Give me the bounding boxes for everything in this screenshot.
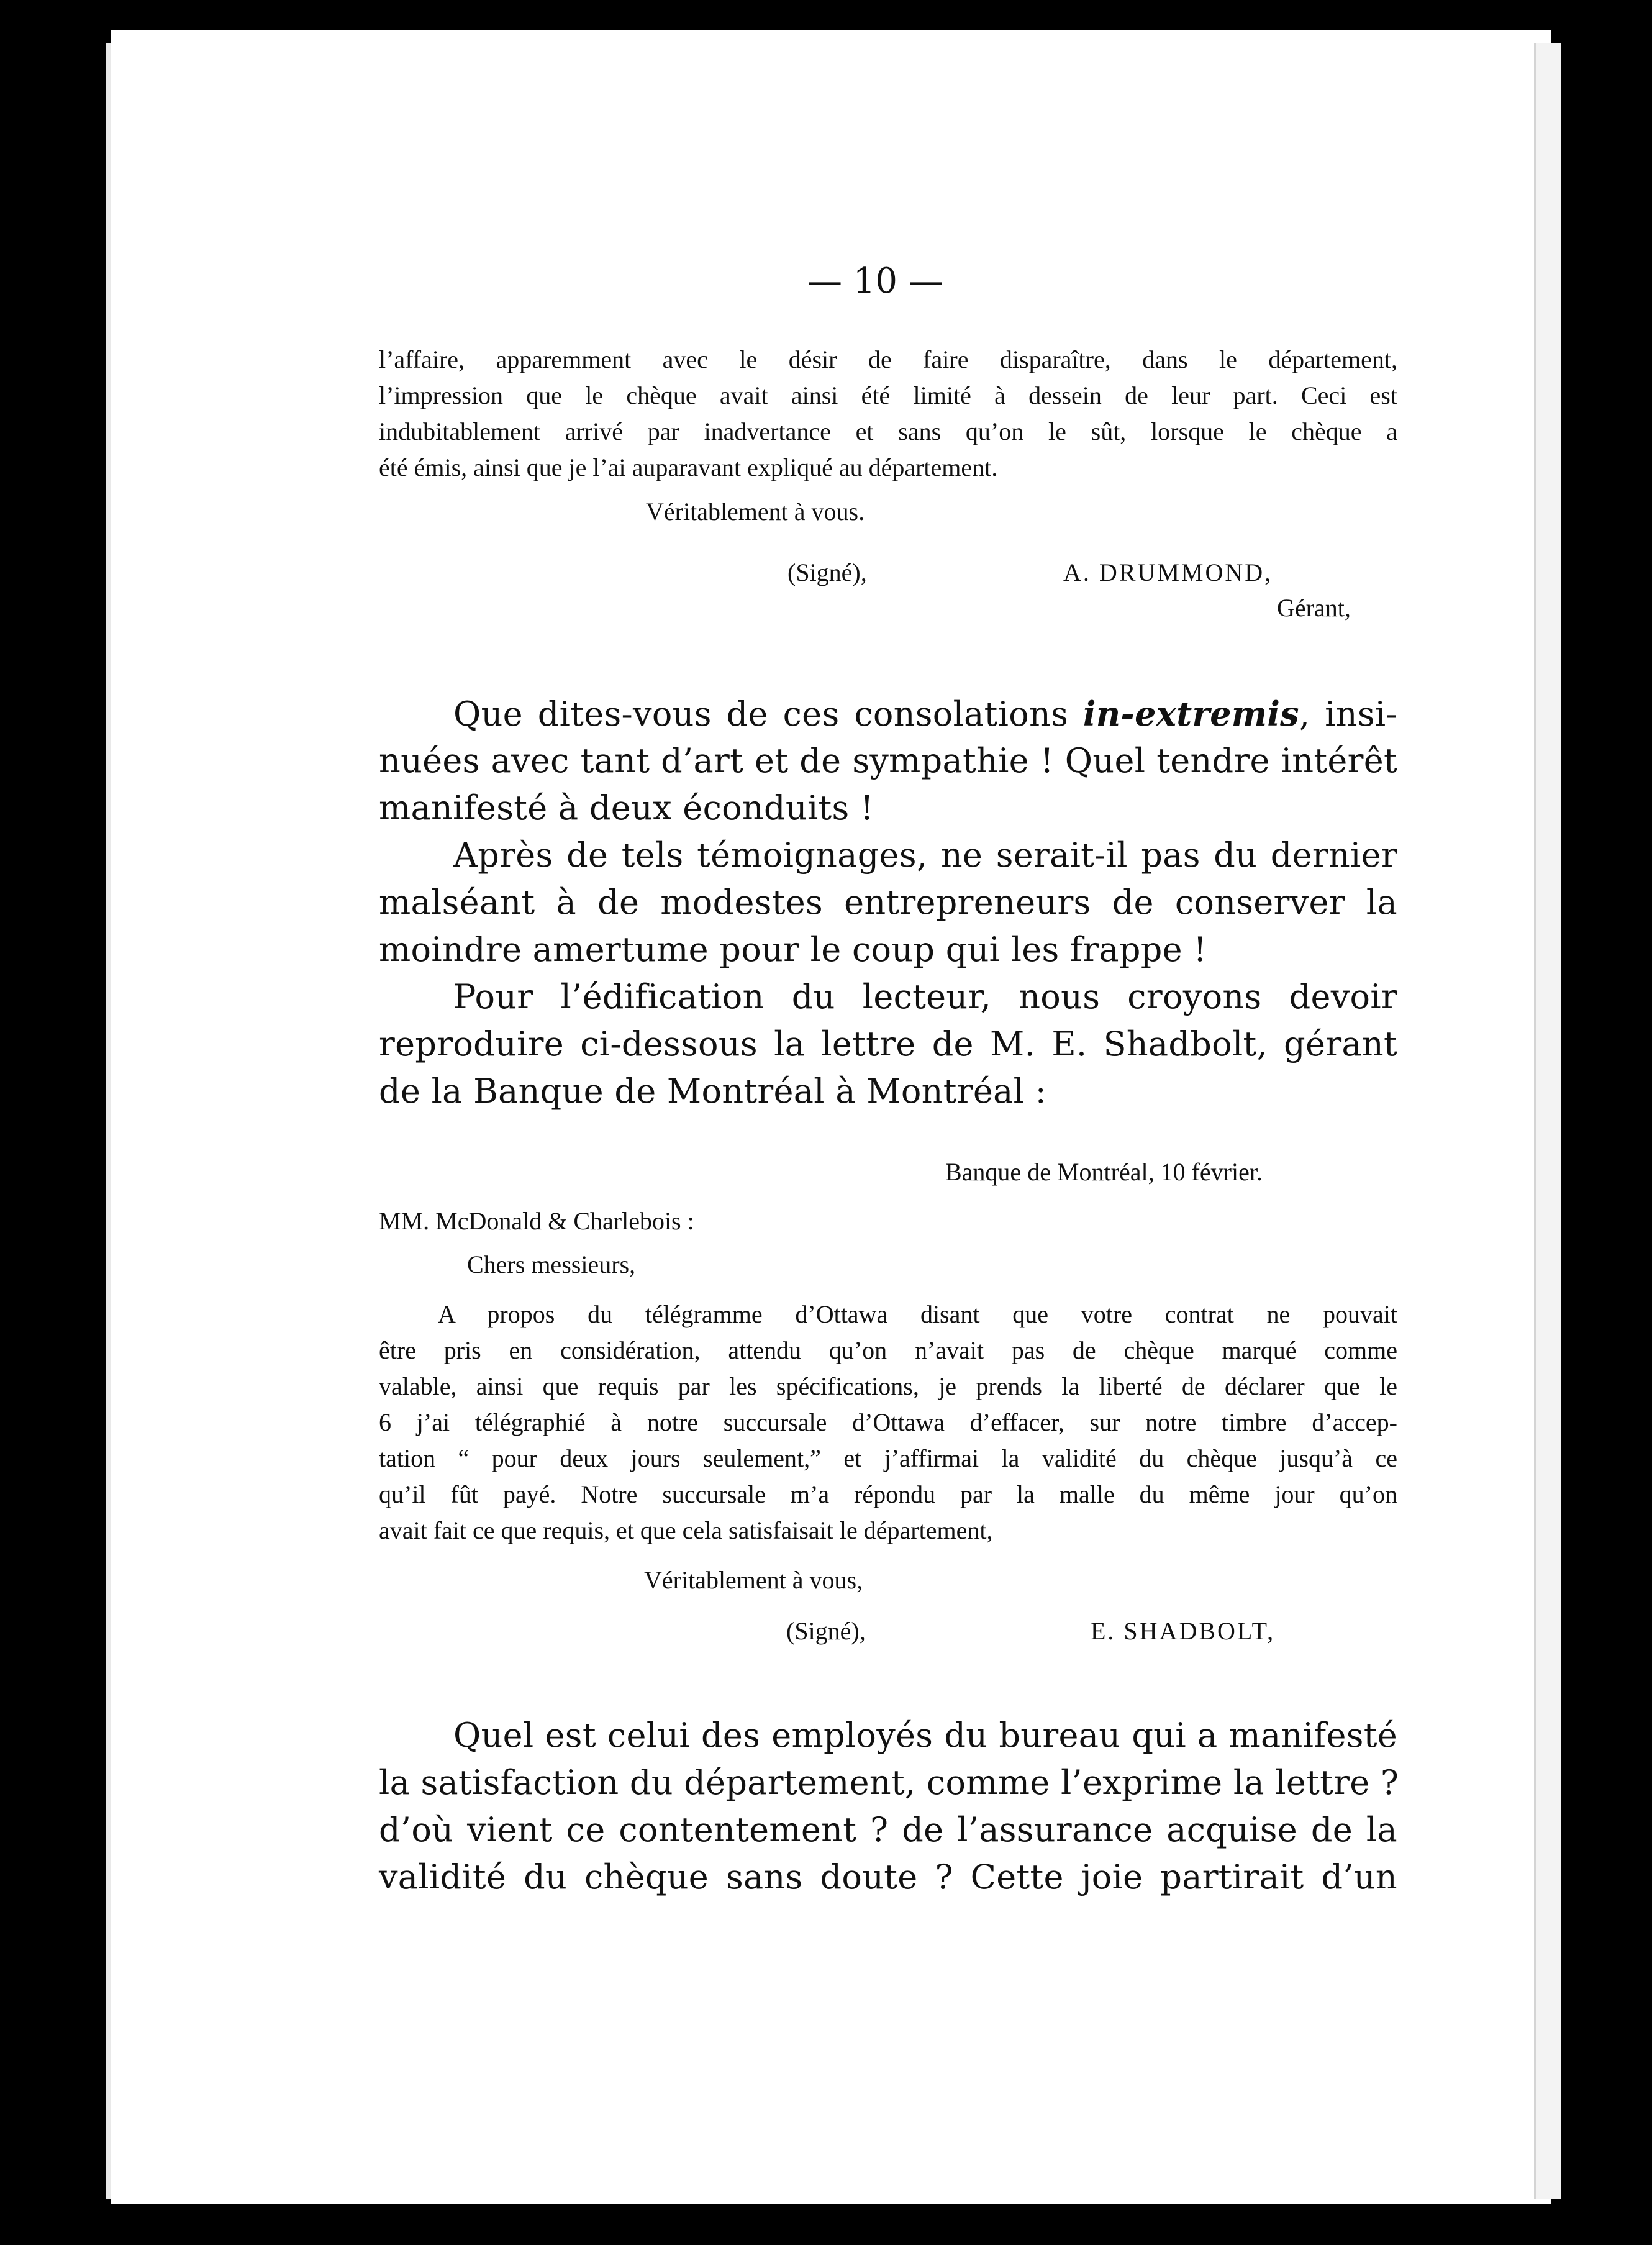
- letter1-line: l’impression que le chèque avait ainsi été limité à dessein de leur part. Ceci est: [379, 381, 1397, 409]
- letter2-signatory: E. SHADBOLT,: [1091, 1617, 1276, 1645]
- commentary1-p3-line: de la Banque de Montréal à Montréal :: [379, 1072, 1047, 1111]
- commentary1-p1-line: manifesté à deux éconduits !: [379, 788, 874, 827]
- letter1-body: [379, 342, 1397, 486]
- letter1-title: Gérant,: [1277, 594, 1351, 622]
- letter1-closing: Véritablement à vous.: [646, 498, 865, 526]
- letter2-line: 6 j’ai télégraphié à notre succursale d’Ottawa d’effacer, sur notre timbre d’accep-: [379, 1408, 1397, 1436]
- letter2-line: valable, ainsi que requis par les spécifications, je prends la liberté de déclarer que le: [379, 1372, 1397, 1400]
- emphasis-run: in-extremis: [1083, 694, 1299, 734]
- letter2-signed: (Signé),: [786, 1617, 866, 1645]
- commentary2-line: Quel est celui des employés du bureau qui a manifesté: [453, 1716, 1397, 1755]
- letter1-line: été émis, ainsi que je l’ai auparavant expliqué au département.: [379, 453, 998, 481]
- commentary2-line: la satisfaction du département, comme l’exprime la lettre ?: [379, 1763, 1399, 1802]
- letter2-line: A propos du télégramme d’Ottawa disant que votre contrat ne pouvait: [438, 1300, 1397, 1328]
- letter2-line: être pris en considération, attendu qu’on n’avait pas de chèque marqué comme: [379, 1336, 1397, 1364]
- letter2-salutation: Chers messieurs,: [467, 1250, 636, 1278]
- commentary1-p2-line: malséant à de modestes entrepreneurs de conserver la: [379, 883, 1397, 922]
- letter1-signed: (Signé),: [787, 558, 867, 586]
- letter1-signatory: A. DRUMMOND,: [1063, 558, 1273, 586]
- letter2-body: [379, 1296, 1397, 1549]
- commentary1-p3-line: reproduire ci-dessous la lettre de M. E. Shadbolt, gérant: [379, 1024, 1397, 1063]
- letter2-line: tation “ pour deux jours seulement,” et j’affirmai la validité du chèque jusqu’à ce: [379, 1444, 1397, 1472]
- commentary1-p1-line: nuées avec tant d’art et de sympathie ! Quel tendre intérêt: [379, 741, 1397, 780]
- text-run: , insi-: [1299, 694, 1398, 734]
- commentary1-p1-line: [379, 690, 1397, 737]
- commentary2: [379, 1711, 1397, 1900]
- commentary2-line: d’où vient ce contentement ? de l’assurance acquise de la: [379, 1810, 1397, 1849]
- commentary1: [379, 690, 1397, 1114]
- letter2-line: qu’il fût payé. Notre succursale m’a répondu par la malle du même jour qu’on: [379, 1480, 1397, 1508]
- letter2-dateline: Banque de Montréal, 10 février.: [945, 1158, 1263, 1186]
- commentary1-p2-line: moindre amertume pour le coup qui les frappe !: [379, 930, 1207, 969]
- letter1-line: l’affaire, apparemment avec le désir de faire disparaître, dans le département,: [379, 345, 1397, 373]
- commentary2-line: validité du chèque sans doute ? Cette joie partirait d’un: [379, 1857, 1397, 1897]
- commentary1-p3-line: Pour l’édification du lecteur, nous croyons devoir: [453, 977, 1397, 1016]
- page-number: — 10 —: [807, 261, 943, 301]
- text-run: Que dites-vous de ces consolations: [453, 694, 1084, 734]
- letter2-closing: Véritablement à vous,: [644, 1566, 863, 1594]
- letter2-line: avait fait ce que requis, et que cela satisfaisait le département,: [379, 1516, 993, 1544]
- commentary1-p2-line: Après de tels témoignages, ne serait-il pas du dernier: [453, 836, 1397, 875]
- letter2-addressee: MM. McDonald & Charlebois :: [379, 1207, 694, 1235]
- letter1-line: indubitablement arrivé par inadvertance et sans qu’on le sût, lorsque le chèque a: [379, 417, 1397, 445]
